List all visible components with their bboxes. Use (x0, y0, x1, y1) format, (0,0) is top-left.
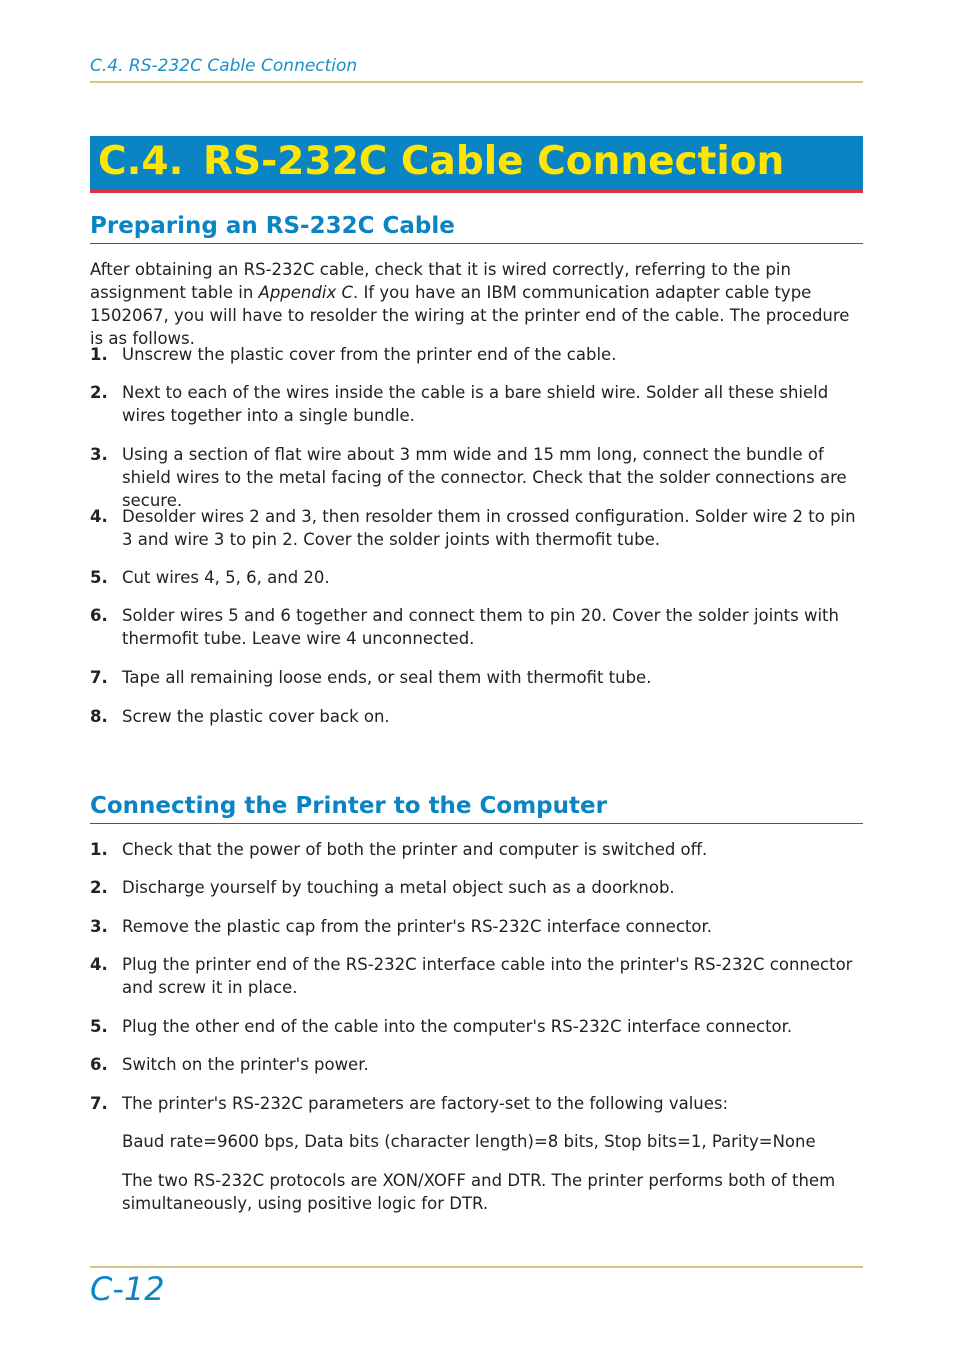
section-heading-text: Preparing an RS-232C Cable (90, 213, 455, 239)
step-number: 1. (90, 345, 108, 364)
step-number: 5. (90, 1017, 108, 1036)
step-text: Screw the plastic cover back on. (122, 707, 390, 726)
step-number: 6. (90, 1055, 108, 1074)
step-text: Plug the printer end of the RS-232C interface cable into the printer's RS-232C connector and screw it in place. (122, 955, 853, 997)
step-text: Switch on the printer's power. (122, 1055, 369, 1074)
step-number: 2. (90, 878, 108, 897)
page (90, 0, 863, 1349)
step-text: The printer's RS-232C parameters are factory-set to the following values: (122, 1094, 729, 1113)
intro-text-end: . If you have an IBM communication adapter cable type 1502067, you will have to resolder the wiring at the printer end of the cable. The procedure is as follows. (90, 283, 850, 348)
step-text: Desolder wires 2 and 3, then resolder them in crossed configuration. Solder wire 2 to pin 3 and wire 3 to pin 2. Cover the solder joints with thermofit tube. (122, 507, 856, 549)
parameters-line: Baud rate=9600 bps, Data bits (character length)=8 bits, Stop bits=1, Parity=None (122, 1132, 816, 1151)
section-heading-preparing (90, 211, 863, 244)
protocols-paragraph: The two RS-232C protocols are XON/XOFF and DTR. The printer performs both of them simultaneously, using positive logic for DTR. (122, 1171, 836, 1213)
step-number: 4. (90, 507, 108, 526)
step-text: Unscrew the plastic cover from the printer end of the cable. (122, 345, 617, 364)
step-text: Plug the other end of the cable into the computer's RS-232C interface connector. (122, 1017, 793, 1036)
step-number: 1. (90, 840, 108, 859)
step-number: 3. (90, 445, 108, 464)
intro-text-start: After obtaining an RS-232C cable, check that it is wired correctly, referring to the pin assignment table in (90, 260, 791, 302)
chapter-title (90, 136, 863, 193)
step-text: Using a section of flat wire about 3 mm wide and 15 mm long, connect the bundle of shield wires to the metal facing of the connector. Check that the solder connections are secure. (122, 445, 847, 510)
step-number: 6. (90, 606, 108, 625)
step-number: 8. (90, 707, 108, 726)
step-text: Cut wires 4, 5, 6, and 20. (122, 568, 330, 587)
step-text: Next to each of the wires inside the cable is a bare shield wire. Solder all these shield wires together into a single bundle. (122, 383, 829, 425)
chapter-number: C.4. (98, 139, 184, 184)
chapter-title-text: RS-232C Cable Connection (203, 139, 785, 184)
step-number: 2. (90, 383, 108, 402)
running-head-text: C.4. RS-232C Cable Connection (90, 56, 358, 76)
step-number: 7. (90, 1094, 108, 1113)
step-text: Solder wires 5 and 6 together and connect them to pin 20. Cover the solder joints with thermofit tube. Leave wire 4 unconnected. (122, 606, 839, 648)
step-number: 5. (90, 568, 108, 587)
section-heading-connecting (90, 791, 863, 824)
step-number: 4. (90, 955, 108, 974)
step-number: 7. (90, 668, 108, 687)
intro-paragraph (90, 258, 863, 350)
appendix-reference: Appendix C (258, 283, 353, 302)
step-number: 3. (90, 917, 108, 936)
page-number: C-12 (90, 1270, 165, 1308)
step-text: Discharge yourself by touching a metal object such as a doorknob. (122, 878, 675, 897)
section-heading-text: Connecting the Printer to the Computer (90, 793, 607, 819)
step-text: Check that the power of both the printer and computer is switched off. (122, 840, 708, 859)
step-text: Tape all remaining loose ends, or seal them with thermofit tube. (122, 668, 652, 687)
step-text: Remove the plastic cap from the printer's RS-232C interface connector. (122, 917, 712, 936)
running-head (90, 56, 863, 83)
footer-rule (90, 1266, 863, 1268)
